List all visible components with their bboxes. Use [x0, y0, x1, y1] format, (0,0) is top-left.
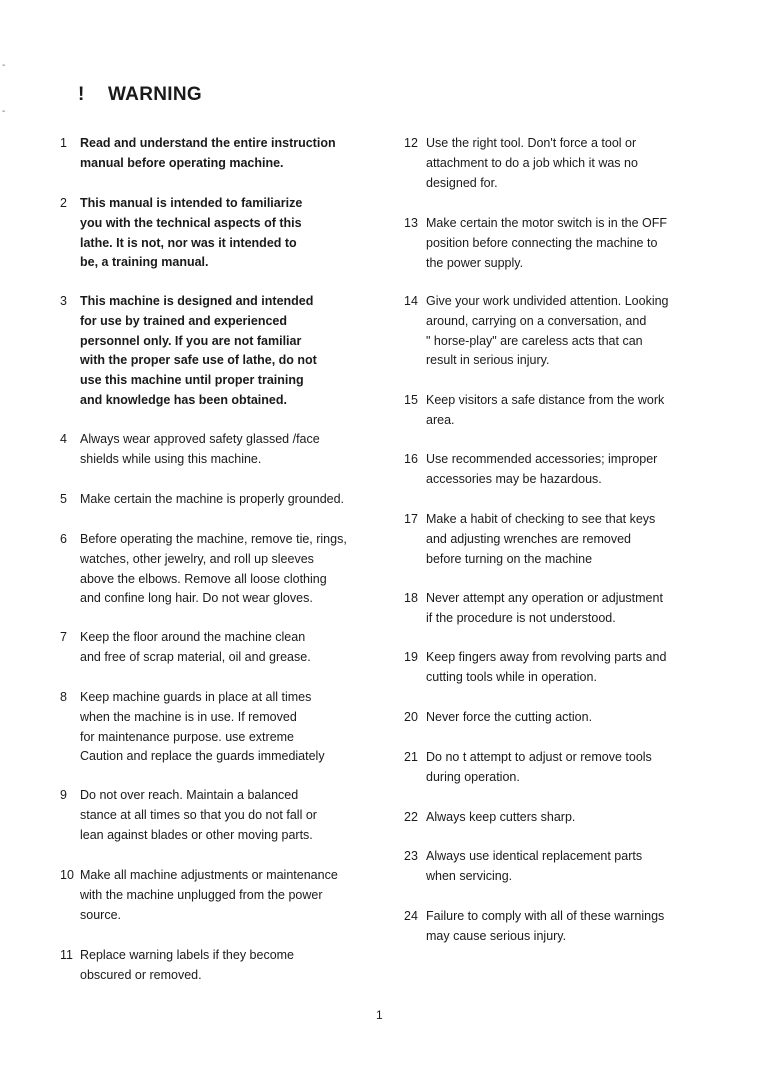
item-number: 18: [404, 591, 418, 605]
item-text-line: " horse-play" are careless acts that can: [426, 333, 643, 348]
warning-item: [60, 194, 380, 273]
item-text-line: and adjusting wrenches are removed: [426, 531, 631, 546]
item-text-line: lathe. It is not, nor was it intended to: [80, 235, 297, 250]
item-number: 19: [404, 650, 418, 664]
item-text-line: if the procedure is not understood.: [426, 610, 616, 625]
item-text-line: with the proper safe use of lathe, do not: [80, 353, 317, 368]
item-text: [426, 134, 704, 193]
item-text: [426, 648, 704, 688]
item-text-line: result in serious injury.: [426, 353, 550, 368]
item-text-line: and confine long hair. Do not wear gloves.: [80, 591, 313, 606]
warning-item: [60, 292, 380, 411]
item-text: [426, 847, 704, 887]
warning-item: [404, 510, 704, 569]
warning-item: [60, 134, 380, 174]
item-text-line: during operation.: [426, 769, 520, 784]
item-number: 2: [60, 196, 67, 210]
item-text-line: may cause serious injury.: [426, 928, 567, 943]
warning-item: [404, 748, 704, 788]
item-text: [426, 808, 704, 828]
item-number: 1: [60, 136, 67, 150]
item-text: [426, 708, 704, 728]
warning-item: [404, 391, 704, 431]
item-text-line: Always keep cutters sharp.: [426, 810, 576, 824]
item-text-line: Use the right tool. Don't force a tool or: [426, 136, 637, 150]
warning-item: [60, 786, 380, 845]
item-number: 10: [60, 868, 74, 882]
warning-item: [60, 866, 380, 925]
item-text-line: source.: [80, 907, 121, 922]
warning-item: [60, 688, 380, 767]
item-number: 9: [60, 788, 67, 802]
item-text-line: the power supply.: [426, 255, 524, 270]
item-text-line: Keep machine guards in place at all times: [80, 690, 312, 704]
item-text-line: when the machine is in use. If removed: [80, 709, 297, 724]
item-number: 8: [60, 690, 67, 704]
warning-item: [404, 907, 704, 947]
item-text: [80, 194, 380, 273]
item-text-line: cutting tools while in operation.: [426, 669, 597, 684]
item-text-line: Always wear approved safety glassed /face: [80, 432, 320, 446]
item-text-line: Always use identical replacement parts: [426, 849, 643, 863]
warning-item: [404, 292, 704, 371]
item-text-line: This manual is intended to familiarize: [80, 196, 303, 210]
warning-item: [404, 214, 704, 273]
warning-item: [404, 450, 704, 490]
item-text-line: Read and understand the entire instruction: [80, 136, 336, 150]
item-text-line: Make a habit of checking to see that keys: [426, 512, 656, 526]
warning-item: [404, 847, 704, 887]
item-number: 11: [60, 948, 73, 962]
item-text: [80, 866, 380, 925]
item-text-line: manual before operating machine.: [80, 155, 284, 170]
item-text: [426, 214, 704, 273]
item-text-line: Make all machine adjustments or maintenance: [80, 868, 338, 882]
page-number: 1: [376, 1008, 383, 1022]
item-text: [80, 786, 380, 845]
warning-item: [60, 946, 380, 986]
item-text-line: before turning on the machine: [426, 551, 593, 566]
item-number: 16: [404, 452, 418, 466]
scan-mark: -: [2, 106, 6, 117]
item-number: 20: [404, 710, 418, 724]
item-text: [426, 391, 704, 431]
item-text-line: Give your work undivided attention. Looking: [426, 294, 669, 308]
item-text: [426, 907, 704, 947]
item-text-line: Use recommended accessories; improper: [426, 452, 658, 466]
item-text-line: Do not over reach. Maintain a balanced: [80, 788, 299, 802]
item-text-line: above the elbows. Remove all loose clothing: [80, 571, 327, 586]
item-text-line: Keep the floor around the machine clean: [80, 630, 306, 644]
warning-item: [404, 134, 704, 193]
page-title: [78, 84, 202, 106]
item-number: 14: [404, 294, 418, 308]
item-number: 12: [404, 136, 418, 150]
item-text: [426, 510, 704, 569]
item-text-line: Keep visitors a safe distance from the work: [426, 393, 665, 407]
item-text: [426, 292, 704, 371]
item-number: 3: [60, 294, 67, 308]
item-number: 4: [60, 432, 67, 446]
item-text-line: when servicing.: [426, 868, 513, 883]
item-text-line: area.: [426, 412, 455, 427]
warning-item: [60, 490, 380, 510]
item-text-line: Make certain the motor switch is in the OFF: [426, 216, 668, 230]
warning-item: [60, 628, 380, 668]
warning-item: [404, 648, 704, 688]
item-text: [80, 292, 380, 411]
item-text-line: position before connecting the machine to: [426, 235, 658, 250]
warning-item: [404, 589, 704, 629]
item-text-line: and knowledge has been obtained.: [80, 392, 287, 407]
warning-item: [404, 708, 704, 728]
item-text: [80, 490, 380, 510]
warning-item: [404, 808, 704, 828]
item-number: 15: [404, 393, 418, 407]
item-number: 6: [60, 532, 67, 546]
item-number: 23: [404, 849, 418, 863]
warning-heading: WARNING: [108, 84, 202, 105]
item-text-line: accessories may be hazardous.: [426, 471, 602, 486]
item-number: 22: [404, 810, 418, 824]
item-text-line: for use by trained and experienced: [80, 313, 288, 328]
item-number: 7: [60, 630, 67, 644]
item-text-line: you with the technical aspects of this: [80, 215, 302, 230]
item-text-line: obscured or removed.: [80, 967, 202, 982]
item-number: 21: [404, 750, 418, 764]
scan-mark: -: [2, 60, 6, 71]
item-text: [80, 430, 380, 470]
item-text: [80, 946, 380, 986]
item-text: [80, 628, 380, 668]
item-text-line: be, a training manual.: [80, 255, 209, 270]
item-text-line: Keep fingers away from revolving parts and: [426, 650, 667, 664]
item-text-line: for maintenance purpose. use extreme: [80, 729, 295, 744]
item-text-line: around, carrying on a conversation, and: [426, 313, 647, 328]
item-text: [426, 748, 704, 788]
warning-item: [60, 430, 380, 470]
item-number: 24: [404, 909, 418, 923]
item-text-line: Do no t attempt to adjust or remove tools: [426, 750, 652, 764]
item-text-line: attachment to do a job which it was no: [426, 155, 638, 170]
item-text-line: and free of scrap material, oil and grease.: [80, 649, 311, 664]
item-text-line: use this machine until proper training: [80, 373, 304, 388]
warning-item: [60, 530, 380, 609]
item-text-line: This machine is designed and intended: [80, 294, 314, 308]
item-number: 13: [404, 216, 418, 230]
item-text-line: Caution and replace the guards immediately: [80, 749, 325, 764]
item-text-line: shields while using this machine.: [80, 451, 262, 466]
item-text: [80, 530, 380, 609]
item-text-line: Before operating the machine, remove tie, rings,: [80, 532, 347, 546]
item-text: [426, 450, 704, 490]
item-text-line: with the machine unplugged from the power: [80, 887, 323, 902]
item-text-line: Never force the cutting action.: [426, 710, 593, 724]
item-text: [80, 134, 380, 174]
item-number: 5: [60, 492, 67, 506]
warning-icon: !: [78, 84, 85, 105]
item-number: 17: [404, 512, 418, 526]
item-text-line: Never attempt any operation or adjustment: [426, 591, 663, 605]
item-text-line: designed for.: [426, 175, 498, 190]
item-text: [426, 589, 704, 629]
item-text-line: Failure to comply with all of these warnings: [426, 909, 665, 923]
item-text-line: lean against blades or other moving parts.: [80, 827, 313, 842]
item-text-line: personnel only. If you are not familiar: [80, 333, 302, 348]
item-text-line: Make certain the machine is properly grounded.: [80, 492, 345, 506]
item-text-line: Replace warning labels if they become: [80, 948, 295, 962]
item-text-line: watches, other jewelry, and roll up sleeves: [80, 551, 314, 566]
item-text-line: stance at all times so that you do not fall or: [80, 807, 317, 822]
item-text: [80, 688, 380, 767]
